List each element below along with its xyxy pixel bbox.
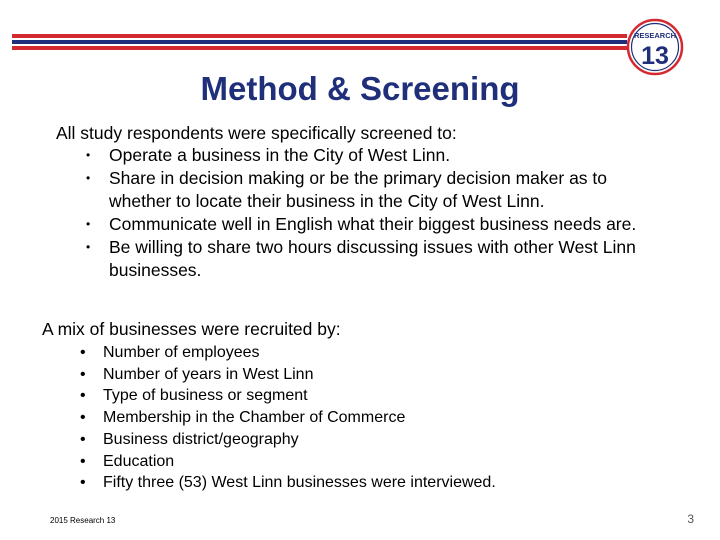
header-stripe-red-top bbox=[12, 34, 627, 38]
list-item bbox=[84, 236, 674, 282]
recruit-item-text: Business district/geography bbox=[103, 430, 299, 448]
screening-item-text: Communicate well in English what their biggest business needs are. bbox=[109, 214, 637, 234]
list-item bbox=[84, 167, 674, 213]
list-item bbox=[84, 213, 674, 236]
bullet-icon: • bbox=[80, 430, 86, 448]
bullet-icon: • bbox=[86, 217, 91, 231]
screening-item-text: Be willing to share two hours discussing issues with other West Linn businesses. bbox=[109, 237, 636, 280]
list-item bbox=[80, 429, 640, 451]
list-item bbox=[80, 385, 640, 407]
page-number: 3 bbox=[687, 512, 694, 526]
header-stripe-red-bottom bbox=[12, 46, 627, 50]
screening-list bbox=[84, 144, 674, 282]
recruit-item-text: Education bbox=[103, 452, 175, 470]
list-item bbox=[80, 407, 640, 429]
bullet-icon: • bbox=[80, 452, 86, 470]
recruit-item-text: Membership in the Chamber of Commerce bbox=[103, 409, 406, 427]
recruit-intro: A mix of businesses were recruited by: bbox=[42, 319, 341, 339]
bullet-icon: • bbox=[80, 409, 86, 427]
logo-number: 13 bbox=[641, 42, 669, 70]
list-item bbox=[80, 472, 640, 494]
screening-intro: All study respondents were specifically screened to: bbox=[56, 123, 457, 143]
bullet-icon: • bbox=[80, 474, 86, 492]
recruit-item-text: Type of business or segment bbox=[103, 387, 308, 405]
recruit-item-text: Fifty three (53) West Linn businesses were interviewed. bbox=[103, 474, 496, 492]
recruit-item-text: Number of years in West Linn bbox=[103, 365, 314, 383]
bullet-icon: • bbox=[80, 365, 86, 383]
list-item bbox=[84, 144, 674, 167]
list-item bbox=[80, 364, 640, 386]
recruit-list bbox=[80, 342, 640, 494]
bullet-icon: • bbox=[86, 148, 91, 162]
bullet-icon: • bbox=[86, 240, 91, 254]
logo-text: RESEARCH bbox=[633, 31, 677, 40]
research-13-logo bbox=[626, 18, 684, 76]
screening-item-text: Share in decision making or be the primary decision maker as to whether to locate their business in the City of West Linn. bbox=[109, 168, 608, 211]
list-item bbox=[80, 342, 640, 364]
screening-item-text: Operate a business in the City of West Linn. bbox=[109, 145, 451, 165]
footer-copyright: 2015 Research 13 bbox=[50, 516, 116, 525]
bullet-icon: • bbox=[80, 344, 86, 361]
bullet-icon: • bbox=[80, 387, 86, 405]
list-item bbox=[80, 451, 640, 473]
header-stripe-blue bbox=[12, 40, 627, 44]
recruit-item-text: Number of employees bbox=[103, 344, 260, 361]
bullet-icon: • bbox=[86, 171, 91, 185]
slide-title: Method & Screening bbox=[200, 70, 520, 107]
